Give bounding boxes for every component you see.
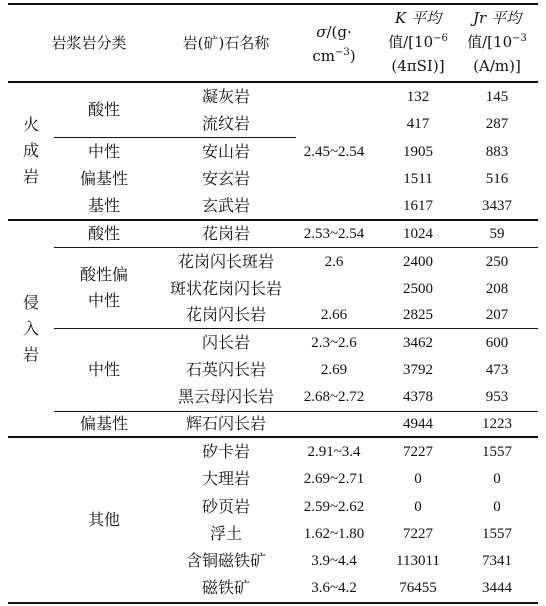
row-name-cell: 安玄岩 <box>201 168 250 188</box>
row-name-cell: 矽卡岩 <box>201 441 250 461</box>
group-volcanic-char: 岩 <box>22 167 39 186</box>
row-density-cell: 1.62~1.80 <box>303 525 365 542</box>
header-jr <box>452 4 542 80</box>
row-name-cell: 辉石闪长岩 <box>185 414 266 434</box>
row-name-cell: 浮土 <box>209 523 242 543</box>
row-k-cell: 0 <box>414 498 422 515</box>
row-density-cell <box>286 83 382 110</box>
row-jr-cell: 0 <box>493 471 501 487</box>
row-density-cell: 2.59~2.62 <box>303 498 365 515</box>
row-name-cell: 凝灰岩 <box>201 86 250 106</box>
group-volcanic-char: 火 <box>22 115 39 134</box>
group-intrusive-char: 侵 <box>22 293 39 312</box>
row-k-cell: 417 <box>406 115 430 132</box>
subgroup-label: 偏基性 <box>79 414 128 434</box>
row-jr-cell: 207 <box>485 307 509 323</box>
row-k-cell: 1617 <box>403 197 433 214</box>
row-density-cell: 2.69 <box>320 361 348 378</box>
header-jr-line1: Jr 平均 <box>473 9 521 27</box>
row-name-cell: 石英闪长岩 <box>185 359 266 379</box>
row-jr-cell: 953 <box>485 389 509 405</box>
header-group-label: 岩浆岩分类 <box>51 34 127 52</box>
row-name-cell: 黑云母闪长岩 <box>177 387 274 407</box>
row-jr-cell: 1557 <box>482 525 512 542</box>
row-jr-cell: 208 <box>485 280 509 297</box>
density-exp: −3 <box>335 47 350 58</box>
row-k-cell: 2825 <box>403 307 433 323</box>
subgroup-label: 偏基性 <box>79 168 128 188</box>
header-jr-line2 <box>467 30 527 54</box>
header-jr-line3: (A/m)] <box>473 57 521 75</box>
group-volcanic-char: 成 <box>22 141 39 160</box>
row-k-cell: 113011 <box>396 552 440 569</box>
jr-exp: −3 <box>512 33 527 44</box>
group-intrusive <box>8 222 54 436</box>
row-jr-cell: 883 <box>485 143 509 160</box>
row-name-cell: 含铜磁铁矿 <box>185 550 266 570</box>
row-k-cell: 76455 <box>399 580 437 596</box>
row-name-cell: 磁铁矿 <box>201 578 250 598</box>
k-exp: −6 <box>433 33 448 44</box>
row-jr-cell: 600 <box>485 334 509 351</box>
row-jr-cell: 145 <box>485 88 509 105</box>
row-jr-cell: 1223 <box>482 416 512 432</box>
row-k-cell: 1511 <box>403 170 433 187</box>
subgroup-mid-volcanic <box>54 138 154 165</box>
row-name-cell: 斑状花岗闪长岩 <box>169 278 282 298</box>
row-k-cell: 7227 <box>403 443 433 460</box>
row-jr-cell: 287 <box>485 115 509 132</box>
row-density-cell: 2.45~2.54 <box>303 143 365 160</box>
row-k-cell: 3792 <box>403 361 433 378</box>
subgroup-label: 中性 <box>87 141 120 161</box>
row-name-cell: 玄武岩 <box>201 195 250 215</box>
row-density-cell <box>286 110 382 137</box>
row-jr-cell: 1557 <box>482 443 512 460</box>
subgroup-label: 中性 <box>87 360 120 380</box>
row-k-cell: 132 <box>406 88 430 105</box>
row-jr-cell: 0 <box>493 498 501 515</box>
subgroup-label: 酸性 <box>87 224 120 244</box>
subgroup-label: 中性 <box>87 291 120 310</box>
row-density-cell: 2.91~3.4 <box>307 443 361 460</box>
row-k-cell: 7227 <box>403 525 433 542</box>
row-density-cell <box>286 275 382 302</box>
jr-unit: 值/[10 <box>467 33 513 51</box>
subgroup-label: 基性 <box>87 195 120 215</box>
row-k-cell: 4944 <box>403 416 433 432</box>
row-density-cell <box>286 412 382 436</box>
row-jr-cell: 473 <box>485 361 509 378</box>
header-k-line2 <box>388 30 448 54</box>
row-name-cell: 闪长岩 <box>201 332 250 352</box>
subgroup-label: 酸性 <box>87 100 120 120</box>
group-other-label: 其他 <box>87 510 120 530</box>
group-other <box>54 438 154 602</box>
header-k-line1: K 平均 <box>395 9 441 27</box>
row-density-cell: 2.68~2.72 <box>303 389 365 405</box>
row-jr-cell: 3444 <box>482 580 512 596</box>
density-unit: cm <box>312 47 335 65</box>
group-intrusive-char: 入 <box>22 319 39 338</box>
header-density-line2 <box>312 44 355 68</box>
row-k-cell: 2500 <box>403 280 433 297</box>
row-name-cell: 花岗闪长斑岩 <box>177 251 274 271</box>
row-density-cell: 2.69~2.71 <box>303 471 365 487</box>
row-density-cell <box>286 165 382 192</box>
subgroup-acid-intrusive <box>54 221 154 247</box>
row-name-cell: 安山岩 <box>201 141 250 161</box>
row-name-cell: 大理岩 <box>201 469 250 489</box>
row-density-cell: 2.66 <box>320 307 348 323</box>
row-name-cell: 花岗岩 <box>201 224 250 244</box>
row-k-cell: 0 <box>414 471 422 487</box>
subgroup-acid-volcanic <box>54 83 154 137</box>
k-unit: 值/[10 <box>388 33 434 51</box>
row-name-cell: 花岗闪长岩 <box>185 305 266 325</box>
row-k-cell: 2400 <box>403 253 433 270</box>
row-name-cell: 砂页岩 <box>201 496 250 516</box>
row-jr-cell: 516 <box>485 170 509 187</box>
header-k-line3: (4πSI)] <box>391 57 445 75</box>
header-name <box>156 5 296 81</box>
row-jr-cell: 250 <box>485 253 509 270</box>
group-volcanic <box>8 83 54 219</box>
row-jr-cell: 3437 <box>482 197 512 214</box>
row-density-cell <box>286 192 382 219</box>
row-k-cell: 1905 <box>403 143 433 160</box>
row-k-cell: 4378 <box>403 389 433 405</box>
row-k-cell: 3462 <box>403 334 433 351</box>
row-density-cell: 2.6 <box>324 253 344 270</box>
group-intrusive-char: 岩 <box>22 345 39 364</box>
bottom-rule <box>8 602 538 604</box>
subgroup-mid-intrusive <box>54 329 154 411</box>
row-k-cell: 1024 <box>403 226 433 242</box>
row-jr-cell: 59 <box>489 226 505 242</box>
subgroup-semibasic-volcanic <box>54 165 154 192</box>
header-name-label: 岩(矿)石名称 <box>182 34 270 52</box>
header-group <box>8 5 170 81</box>
subgroup-basic-volcanic <box>54 192 154 219</box>
density-tail: ) <box>349 47 356 65</box>
subgroup-acidmid-intrusive <box>54 248 154 328</box>
row-density-cell: 3.9~4.4 <box>311 552 357 569</box>
row-density-cell: 2.53~2.54 <box>303 226 365 242</box>
subgroup-label: 酸性偏 <box>79 265 128 284</box>
row-jr-cell: 7341 <box>482 552 512 569</box>
row-density-cell: 3.6~4.2 <box>311 580 357 596</box>
row-name-cell: 流纹岩 <box>201 113 250 133</box>
header-density <box>286 8 382 80</box>
header-density-line1: σ/(g· <box>316 23 352 41</box>
density-l1-text: /(g· <box>326 23 352 41</box>
subgroup-semibasic-intrusive <box>54 412 154 436</box>
row-density-cell: 2.3~2.6 <box>311 334 357 351</box>
